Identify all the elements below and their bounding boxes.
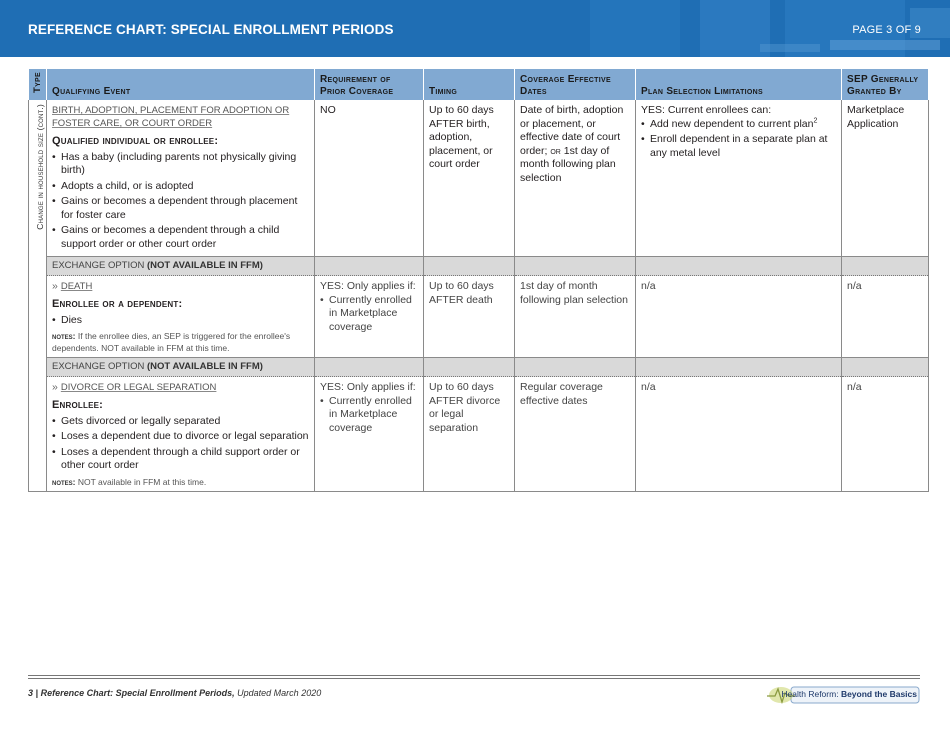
page-header [0,0,950,57]
list-item: • Currently enrolled in Marketplace coverage [320,294,418,335]
table-row-birth-adoption [29,100,929,257]
event-note: notes: NOT available in FFM at this time. [52,476,207,487]
prior-coverage-cell: YES: Only applies if: • Currently enrolled in Marketplace coverage [315,377,424,492]
page-title: REFERENCE CHART: SPECIAL ENROLLMENT PERIODS [28,22,394,37]
footer-divider [28,678,920,679]
timing-cell: Up to 60 days AFTER death [424,276,515,358]
event-bullets [52,151,309,252]
footer-citation: 3 | Reference Chart: Special Enrollment Periods, Updated March 2020 [28,688,322,698]
event-subhead: Qualified individual or enrollee: [52,135,219,147]
timing-cell: Up to 60 days AFTER divorce or legal separation [424,377,515,492]
list-item: • Has a baby (including parents not physically giving birth) [52,151,309,178]
type-label: Change in household size (cont.) [35,104,45,230]
table-row-death [29,276,929,358]
page-number: PAGE 3 OF 9 [852,24,921,36]
event-cell: » DIVORCE OR LEGAL SEPARATION Enrollee: • Gets divorced or legally separated • Loses a dependent due to divorce or legal separation • Loses a dependent through a child support order or other court order notes: NOT available in FFM at this time. [47,377,315,492]
plan-limitations-cell: YES: Current enrollees can: • Add new dependent to current plan$^2$ • Enroll dependent in a separate plan at any metal level [636,100,842,257]
footer-logo [765,684,921,706]
event-title: DEATH [60,281,93,292]
col-effective-dates: Coverage Effective Dates [515,69,636,100]
exchange-option-row [29,358,929,377]
event-subhead: Enrollee or a dependent: [52,298,183,310]
col-plan-limitations: Plan Selection Limitations [636,69,842,100]
footer-page-number: 3 [28,688,34,698]
effective-dates-cell: 1st day of month following plan selection [515,276,636,358]
exchange-option-row [29,257,929,276]
event-title: BIRTH, ADOPTION, PLACEMENT FOR ADOPTION OR FOSTER CARE, OR COURT ORDER [52,105,290,129]
granted-by-cell: n/a [842,377,929,492]
type-cell [29,100,47,492]
prior-coverage-cell: YES: Only applies if: • Currently enrolled in Marketplace coverage [315,276,424,358]
event-subhead: Enrollee: [52,399,104,411]
sep-reference-table [28,69,929,492]
list-item: • Dies [52,314,309,328]
list-item: • Gets divorced or legally separated [52,415,309,429]
event-cell: » DEATH Enrollee or a dependent: • Dies notes: If the enrollee dies, an SEP is triggered for the enrollee's dependents. NOT available in FFM at this time. [47,276,315,358]
logo-text: Health Reform: Beyond the Basics [781,689,917,699]
granted-by-cell: Marketplace Application [842,100,929,257]
col-prior-coverage: Requirement of Prior Coverage [315,69,424,100]
list-item: • Gains or becomes a dependent through placement for foster care [52,195,309,222]
effective-dates-cell: Regular coverage effective dates [515,377,636,492]
effective-dates-cell: Date of birth, adoption or placement, or effective date of court order; or 1st day of month following plan selection [515,100,636,257]
list-item: • Enroll dependent in a separate plan at any metal level [641,133,836,160]
prior-coverage-cell: NO [315,100,424,257]
event-note: notes: If the enrollee dies, an SEP is triggered for the enrollee's dependents. NOT available in FFM at this time. [52,331,291,353]
list-item: • Adopts a child, or is adopted [52,180,309,194]
col-type: Type [29,69,47,100]
table-row-divorce [29,377,929,492]
list-item: • Loses a dependent through a child support order or other court order [52,446,309,473]
list-item: • Loses a dependent due to divorce or legal separation [52,430,309,444]
table-header-row [29,69,929,100]
footer-doc-title: Reference Chart: Special Enrollment Periods, [40,688,235,698]
event-cell [47,100,315,257]
list-item: • Currently enrolled in Marketplace coverage [320,395,418,436]
footer-divider [28,675,920,676]
event-title: DIVORCE OR LEGAL SEPARATION [60,382,217,393]
list-item: • Add new dependent to current plan$^2$ [641,118,836,132]
plan-limitations-cell: n/a [636,377,842,492]
timing-cell: Up to 60 days AFTER birth, adoption, placement, or court order [424,100,515,257]
col-qualifying-event: Qualifying Event [47,69,315,100]
list-item: • Gains or becomes a dependent through a child support order or other court order [52,224,309,251]
exchange-option-label: EXCHANGE OPTION (NOT AVAILABLE IN FFM) [47,358,315,377]
col-timing: Timing [424,69,515,100]
granted-by-cell: n/a [842,276,929,358]
footer-updated: Updated March 2020 [237,688,322,698]
col-granted-by: SEP Generally Granted By [842,69,929,100]
exchange-option-label: EXCHANGE OPTION (NOT AVAILABLE IN FFM) [47,257,315,276]
plan-limitations-cell: n/a [636,276,842,358]
